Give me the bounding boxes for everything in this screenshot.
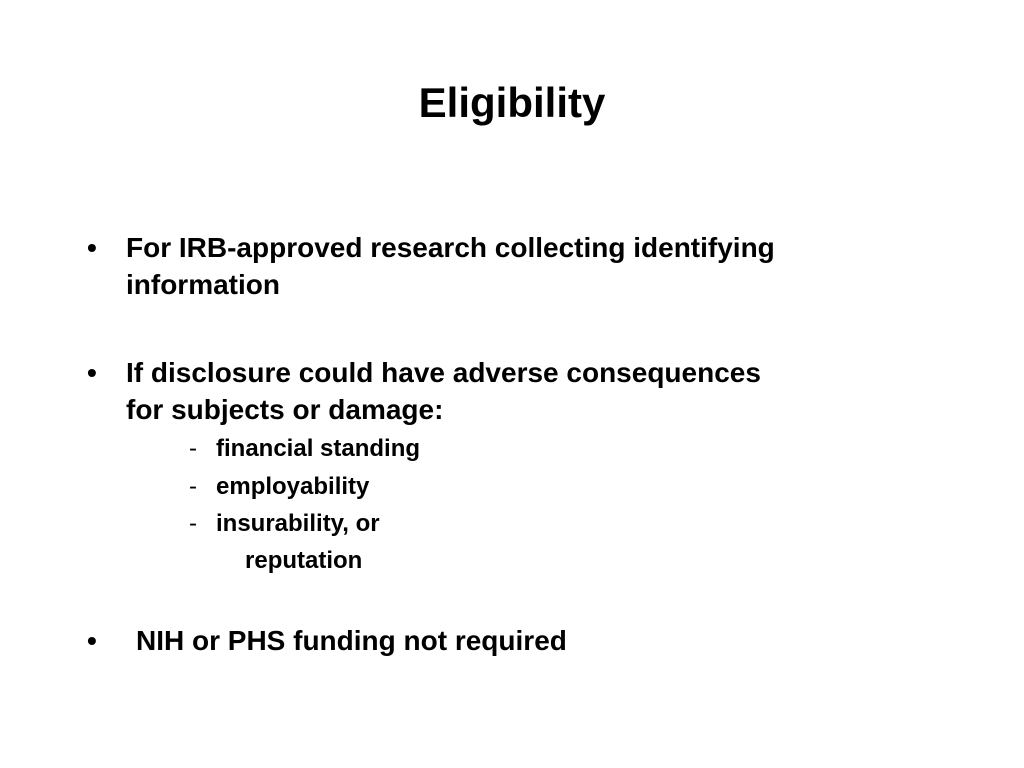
slide-title: Eligibility: [418, 79, 606, 126]
bullet-line: for subjects or damage:: [126, 394, 444, 425]
sub-item-text: employability: [216, 473, 370, 500]
bullet-marker: •: [87, 232, 97, 263]
sub-item-text: financial standing: [216, 435, 421, 462]
bullet-text: [136, 622, 567, 659]
dash-marker: -: [189, 473, 197, 500]
bullet-line: NIH or PHS funding not required: [136, 625, 567, 656]
sub-item-reputation: [245, 546, 362, 576]
bullet-line: If disclosure could have adverse consequences: [126, 357, 761, 388]
sub-item-text: insurability, or: [216, 510, 380, 537]
bullet-line: For IRB-approved research collecting identifying: [126, 232, 775, 263]
sub-item-text: reputation: [245, 547, 363, 574]
bullet-line: information: [126, 269, 280, 300]
bullet-text: [126, 354, 761, 428]
bullet-text: [126, 229, 775, 303]
dash-marker: -: [189, 510, 197, 537]
bullet-marker: •: [87, 357, 97, 388]
dash-marker: -: [189, 435, 197, 462]
bullet-marker: •: [87, 625, 97, 656]
